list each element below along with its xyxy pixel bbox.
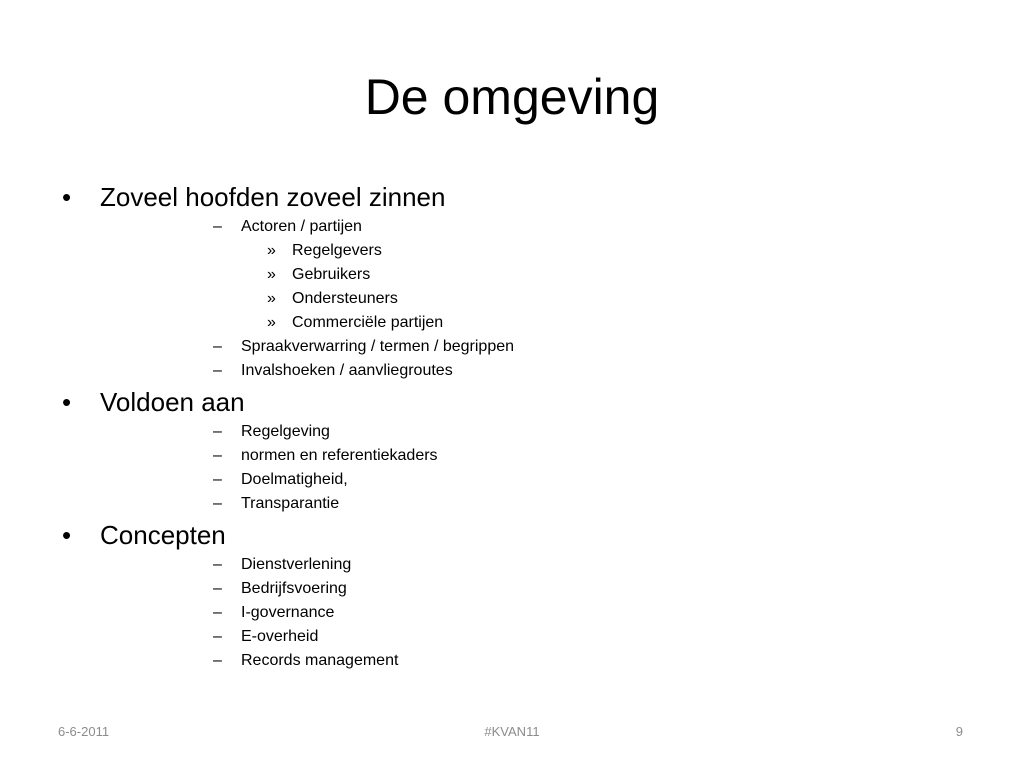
sub-label: Ondersteuners (292, 290, 398, 307)
dash-icon: – (213, 556, 222, 573)
footer-page-number: 9 (955, 724, 963, 739)
dash-item (213, 579, 347, 599)
dash-label: Regelgeving (241, 423, 330, 440)
sub-label: Regelgevers (292, 242, 382, 259)
dash-label: Dienstverlening (241, 556, 352, 573)
dash-label: Records management (241, 652, 399, 669)
sub-label: Commerciële partijen (292, 314, 444, 331)
dash-label: Invalshoeken / aanvliegroutes (241, 362, 453, 379)
sub-item (267, 241, 382, 261)
bullet-item (62, 181, 446, 213)
sub-label: Gebruikers (292, 266, 371, 283)
dash-icon: – (213, 471, 222, 488)
bullet-item (62, 386, 245, 418)
bullet-label: Concepten (100, 520, 226, 550)
raquo-icon: » (267, 314, 276, 331)
dash-icon: – (213, 604, 222, 621)
dash-item (213, 627, 319, 647)
dash-label: Doelmatigheid, (241, 471, 348, 488)
dash-item (213, 651, 399, 671)
dash-label: E-overheid (241, 628, 319, 645)
bullet-item (62, 519, 226, 551)
dash-item (213, 337, 515, 357)
dash-icon: – (213, 495, 222, 512)
bullet-icon: • (62, 520, 72, 550)
dash-icon: – (213, 423, 222, 440)
bullet-label: Zoveel hoofden zoveel zinnen (100, 182, 446, 212)
dash-icon: – (213, 628, 222, 645)
raquo-icon: » (267, 290, 276, 307)
sub-item (267, 265, 371, 285)
raquo-icon: » (267, 242, 276, 259)
bullet-label: Voldoen aan (100, 387, 245, 417)
raquo-icon: » (267, 266, 276, 283)
dash-label: normen en referentiekaders (241, 447, 438, 464)
dash-item (213, 470, 348, 490)
slide-title: De omgeving (364, 69, 660, 125)
dash-icon: – (213, 218, 222, 235)
dash-icon: – (213, 652, 222, 669)
dash-label: Bedrijfsvoering (241, 580, 347, 597)
dash-item (213, 603, 335, 623)
dash-item (213, 555, 352, 575)
dash-item (213, 494, 340, 514)
dash-label: Spraakverwarring / termen / begrippen (241, 338, 515, 355)
sub-item (267, 289, 398, 309)
dash-item (213, 422, 330, 442)
dash-label: Transparantie (241, 495, 340, 512)
dash-item (213, 217, 362, 237)
dash-label: I-governance (241, 604, 335, 621)
dash-icon: – (213, 338, 222, 355)
dash-icon: – (213, 362, 222, 379)
bullet-icon: • (62, 387, 72, 417)
footer-date: 6-6-2011 (58, 724, 110, 739)
dash-icon: – (213, 447, 222, 464)
dash-icon: – (213, 580, 222, 597)
sub-item (267, 313, 444, 333)
bullet-icon: • (62, 182, 72, 212)
dash-item (213, 446, 438, 466)
footer-tag: #KVAN11 (484, 724, 540, 739)
dash-label: Actoren / partijen (241, 218, 362, 235)
dash-item (213, 361, 453, 381)
